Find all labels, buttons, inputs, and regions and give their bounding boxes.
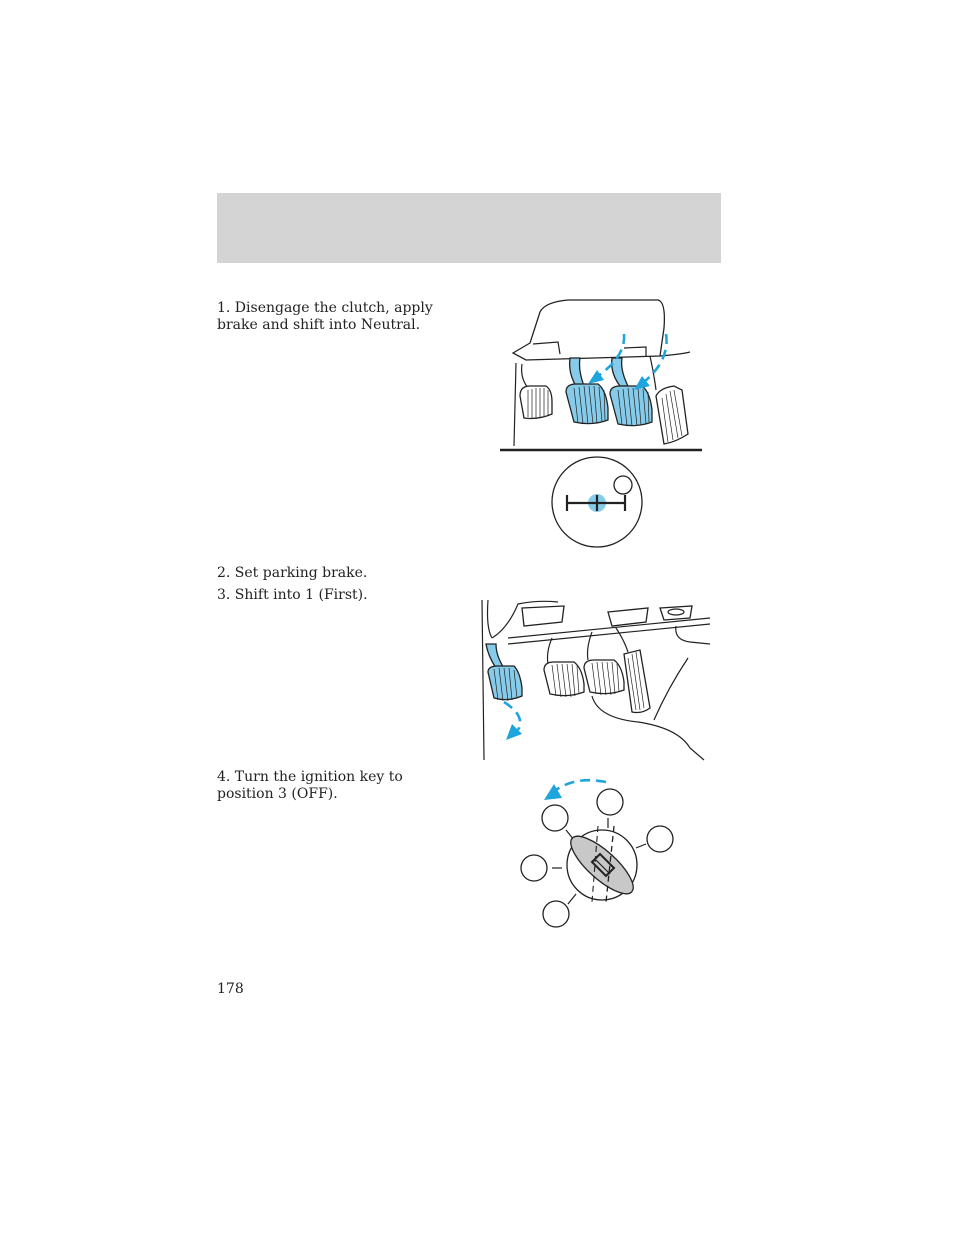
header-band [217,193,721,263]
step-2-text: 2. Set parking brake. [217,565,368,581]
ignition-key-positions-illustration [516,776,682,932]
shift-pattern-neutral-illustration [549,455,645,551]
step-4-text: 4. Turn the ignition key to position 3 (OFF). [217,769,403,802]
pedals-clutch-brake-illustration [498,298,704,454]
step-3-text: 3. Shift into 1 (First). [217,587,368,603]
page-number: 178 [217,981,244,997]
pedals-clutch-release-illustration [478,598,714,762]
step-1-text: 1. Disengage the clutch, apply brake and shift into Neutral. [217,300,433,333]
